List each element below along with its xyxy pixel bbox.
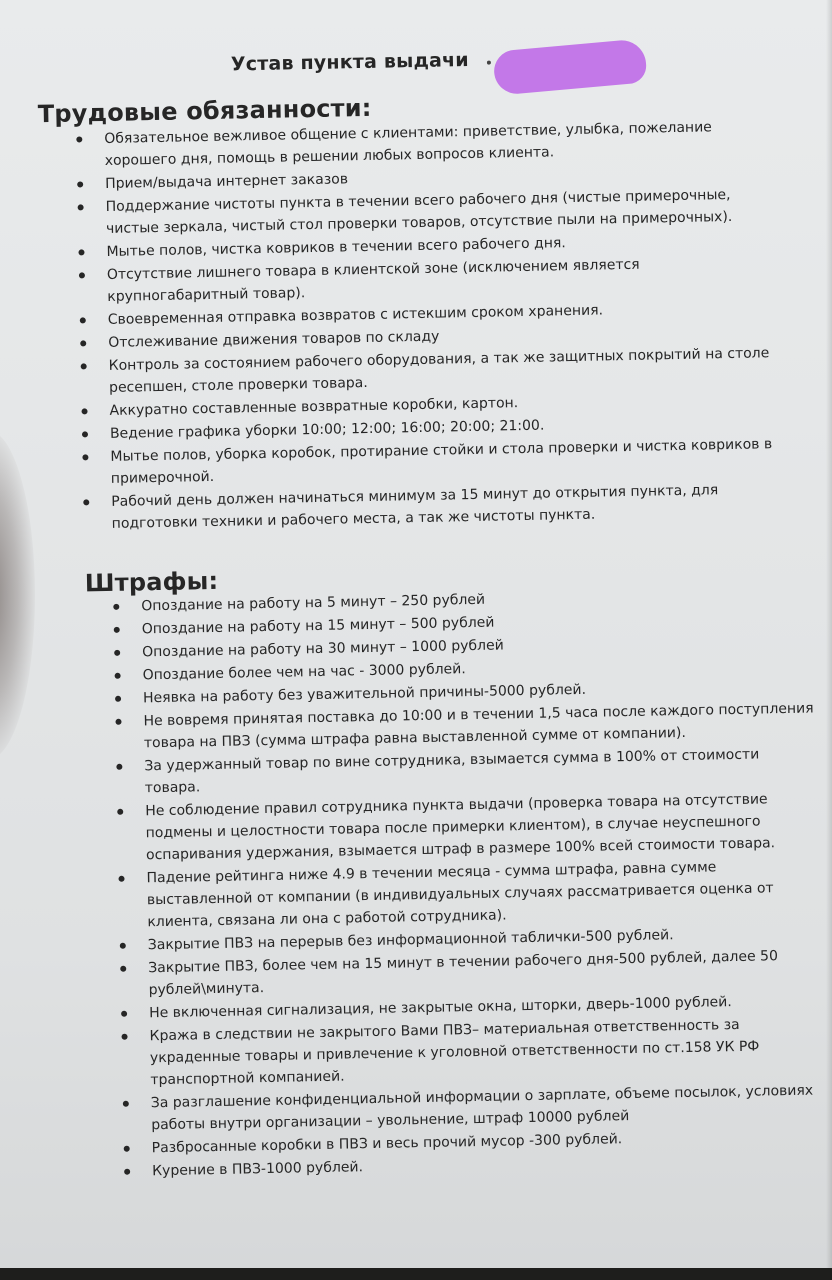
fine-text: Закрытие ПВЗ на перерыв без информационной таблички-500 рублей. bbox=[147, 927, 674, 954]
bullet-icon bbox=[80, 340, 86, 346]
fine-text: Не включенная сигнализация, не закрытые окна, шторки, дверь-1000 рублей. bbox=[148, 994, 732, 1022]
fine-text: Неявка на работу без уважительной причины-5000 рублей. bbox=[142, 681, 587, 707]
duty-text: Поддержание чистоты пункта в течении всего рабочего дня (чистые примерочные, чистые зеркала, чистый стол проверки товаров, отсутствие пыли на примерочных). bbox=[105, 186, 733, 237]
fine-text: Кража в следствии не закрытого Вами ПВЗ– материальная ответственность за украденные товары и привлечение к уголовной ответственности по ст.158 УК РФ транспортной компанией. bbox=[149, 1016, 760, 1089]
fine-text: Падение рейтинга ниже 4.9 в течении месяца - сумма штрафа, равна сумме выставленной от компании (в индивидуальных случаях рассматривается оценка от клиента, связана ли она с работой сотрудника). bbox=[146, 859, 774, 931]
bullet-icon bbox=[117, 809, 123, 815]
bullet-icon bbox=[116, 764, 122, 770]
list-item bbox=[121, 1012, 822, 1091]
duty-text: Контроль за состоянием рабочего оборудования, а так же защитных покрытий на столе ресепшен, столе проверки товара. bbox=[108, 345, 770, 396]
duty-text: Мытье полов, уборка коробок, протирание стойки и стола проверки и чистка ковриков в примерочной. bbox=[110, 436, 773, 487]
bullet-icon bbox=[114, 650, 120, 656]
fine-text: Опоздание на работу на 15 минут – 500 рублей bbox=[141, 614, 495, 638]
bullet-icon bbox=[83, 499, 89, 505]
bullet-icon bbox=[124, 1146, 130, 1152]
duties-heading: Трудовые обязанности: bbox=[37, 93, 372, 129]
fines-heading: Штрафы: bbox=[84, 566, 219, 598]
duty-text: Мытье полов, чистка ковриков в течении всего рабочего дня. bbox=[106, 235, 566, 260]
bullet-icon bbox=[77, 181, 83, 187]
fine-text: Закрытие ПВЗ, более чем на 15 минут в течении рабочего дня-500 рублей, далее 50 рублей\минута. bbox=[148, 948, 779, 999]
bullet-icon bbox=[113, 604, 119, 610]
redaction-blob bbox=[492, 38, 647, 95]
bullet-icon bbox=[82, 454, 88, 460]
fine-text: За разглашение конфиденциальной информации о зарплате, объеме посылок, условиях работы внутри организации – увольнение, штраф 10000 рублей bbox=[150, 1082, 814, 1134]
bullet-icon bbox=[76, 136, 82, 142]
fines-list bbox=[113, 582, 824, 1183]
bullet-icon bbox=[115, 673, 121, 679]
bullet-icon bbox=[120, 966, 126, 972]
bullet-icon bbox=[80, 317, 86, 323]
list-item bbox=[117, 787, 818, 866]
duty-text: Отслеживание движения товаров по складу bbox=[108, 328, 440, 351]
background-below-sheet bbox=[0, 1268, 832, 1280]
bullet-icon bbox=[115, 719, 121, 725]
bullet-icon bbox=[78, 204, 84, 210]
bullet-icon bbox=[118, 876, 124, 882]
stray-mark bbox=[487, 61, 491, 65]
bullet-icon bbox=[81, 408, 87, 414]
fine-text: Опоздание на работу на 30 минут – 1000 рублей bbox=[142, 637, 504, 661]
bullet-icon bbox=[82, 431, 88, 437]
fine-text: Опоздание на работу на 5 минут – 250 рублей bbox=[141, 591, 486, 615]
list-item bbox=[118, 854, 819, 933]
bullet-icon bbox=[120, 943, 126, 949]
duty-text: Рабочий день должен начинаться минимум за 15 минут до открытия пункта, для подготовки техники и рабочего места, а так же чистоты пункта. bbox=[111, 482, 719, 532]
fine-text: Курение в ПВЗ-1000 рублей. bbox=[151, 1159, 364, 1180]
bullet-icon bbox=[115, 696, 121, 702]
bullet-icon bbox=[123, 1101, 129, 1107]
duty-text: Прием/выдача интернет заказов bbox=[105, 171, 349, 192]
document-title: Устав пункта выдачи bbox=[230, 48, 469, 76]
fine-text: За удержанный товар по вине сотрудника, взымается сумма в 100% от стоимости товара. bbox=[144, 746, 760, 797]
duty-text: Аккуратно составленные возвратные коробки, картон. bbox=[109, 395, 519, 419]
bullet-icon bbox=[121, 1011, 127, 1017]
duty-text: Своевременная отправка возвратов с истекшим сроком хранения. bbox=[107, 302, 604, 328]
fine-text: Разбросанные коробки в ПВЗ и весь прочий мусор -300 рублей. bbox=[151, 1131, 623, 1157]
bullet-icon bbox=[81, 363, 87, 369]
duty-text: Обязательное вежливое общение с клиентами: приветствие, улыбка, пожелание хорошего дня, помощь в решении любых вопросов клиента. bbox=[104, 119, 712, 169]
duty-text: Отсутствие лишнего товара в клиентской зоне (исключением является крупногабаритный товар). bbox=[106, 256, 640, 305]
fine-text: Не вовремя принятая поставка до 10:00 и в течении 1,5 часа после каждого поступления товара на ПВЗ (сумма штрафа равна выставленной сумме от компании). bbox=[143, 700, 814, 752]
fine-text: Опоздание более чем на час - 3000 рублей. bbox=[142, 661, 466, 684]
bullet-icon bbox=[124, 1169, 130, 1175]
duties-list bbox=[76, 115, 786, 536]
bullet-icon bbox=[78, 249, 84, 255]
bullet-icon bbox=[79, 272, 85, 278]
fine-text: Не соблюдение правил сотрудника пункта выдачи (проверка товара на отсутствие подмены и целостности товара после примерки клиентом), в случае неуспешного оспаривания удержания, взымается штраф в размере 100% всей стоимости товара. bbox=[145, 791, 776, 864]
duty-text: Ведение графика уборки 10:00; 12:00; 16:00; 20:00; 21:00. bbox=[109, 417, 545, 442]
bullet-icon bbox=[114, 627, 120, 633]
bullet-icon bbox=[122, 1034, 128, 1040]
